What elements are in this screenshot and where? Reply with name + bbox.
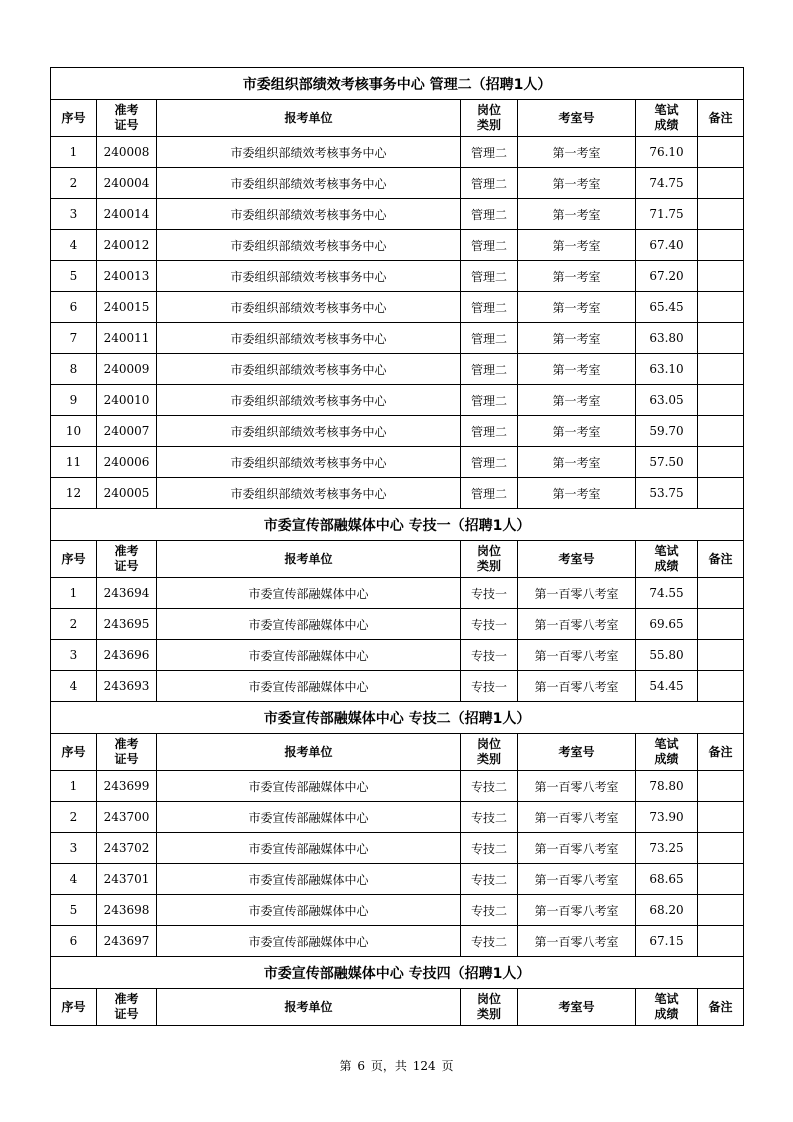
cell-room: 第一百零八考室	[518, 671, 636, 702]
cell-ticket: 240014	[97, 199, 157, 230]
cell-category: 专技二	[461, 771, 518, 802]
cell-score: 55.80	[636, 640, 698, 671]
cell-ticket: 240013	[97, 261, 157, 292]
cell-category: 管理二	[461, 447, 518, 478]
header-note: 备注	[698, 989, 744, 1026]
cell-seq: 1	[51, 771, 97, 802]
cell-unit: 市委宣传部融媒体中心	[157, 864, 461, 895]
cell-score: 59.70	[636, 416, 698, 447]
header-seq: 序号	[51, 100, 97, 137]
cell-note	[698, 199, 744, 230]
cell-category: 专技一	[461, 578, 518, 609]
header-score	[636, 734, 698, 771]
cell-ticket: 240010	[97, 385, 157, 416]
cell-room: 第一考室	[518, 416, 636, 447]
section-title-row	[51, 957, 744, 989]
cell-ticket: 243693	[97, 671, 157, 702]
header-category	[461, 734, 518, 771]
header-row	[51, 541, 744, 578]
table-row	[51, 447, 744, 478]
cell-ticket: 243702	[97, 833, 157, 864]
footer-current-page: 6	[357, 1059, 366, 1073]
table-row	[51, 833, 744, 864]
table-row	[51, 292, 744, 323]
table-row	[51, 385, 744, 416]
header-ticket-line2: 证号	[114, 752, 139, 766]
cell-category: 管理二	[461, 230, 518, 261]
header-score-line1: 笔试	[654, 737, 679, 751]
section-title-row	[51, 68, 744, 100]
cell-ticket: 243694	[97, 578, 157, 609]
cell-unit: 市委宣传部融媒体中心	[157, 802, 461, 833]
header-room: 考室号	[518, 734, 636, 771]
cell-note	[698, 609, 744, 640]
header-score-line2: 成绩	[654, 118, 679, 132]
cell-room: 第一考室	[518, 323, 636, 354]
cell-note	[698, 168, 744, 199]
table-row	[51, 771, 744, 802]
cell-note	[698, 478, 744, 509]
cell-ticket: 240012	[97, 230, 157, 261]
cell-seq: 2	[51, 609, 97, 640]
cell-seq: 8	[51, 354, 97, 385]
cell-seq: 6	[51, 292, 97, 323]
cell-ticket: 240009	[97, 354, 157, 385]
cell-score: 67.40	[636, 230, 698, 261]
cell-note	[698, 416, 744, 447]
cell-seq: 6	[51, 926, 97, 957]
section-title-row	[51, 509, 744, 541]
cell-score: 73.90	[636, 802, 698, 833]
cell-seq: 7	[51, 323, 97, 354]
header-ticket	[97, 541, 157, 578]
table-row	[51, 199, 744, 230]
cell-room: 第一百零八考室	[518, 895, 636, 926]
cell-category: 管理二	[461, 292, 518, 323]
header-row	[51, 734, 744, 771]
cell-seq: 1	[51, 578, 97, 609]
cell-note	[698, 447, 744, 478]
cell-unit: 市委组织部绩效考核事务中心	[157, 168, 461, 199]
cell-ticket: 240008	[97, 137, 157, 168]
header-score-line2: 成绩	[654, 559, 679, 573]
cell-note	[698, 895, 744, 926]
header-score-line2: 成绩	[654, 1007, 679, 1021]
cell-unit: 市委组织部绩效考核事务中心	[157, 447, 461, 478]
cell-note	[698, 230, 744, 261]
header-room: 考室号	[518, 100, 636, 137]
cell-unit: 市委组织部绩效考核事务中心	[157, 230, 461, 261]
header-score	[636, 989, 698, 1026]
cell-note	[698, 802, 744, 833]
header-unit: 报考单位	[157, 989, 461, 1026]
cell-score: 68.20	[636, 895, 698, 926]
cell-note	[698, 261, 744, 292]
cell-score: 53.75	[636, 478, 698, 509]
header-seq: 序号	[51, 989, 97, 1026]
cell-score: 63.80	[636, 323, 698, 354]
cell-category: 专技二	[461, 926, 518, 957]
header-note: 备注	[698, 734, 744, 771]
cell-category: 管理二	[461, 478, 518, 509]
header-category-line1: 岗位	[476, 737, 501, 751]
cell-room: 第一百零八考室	[518, 864, 636, 895]
cell-room: 第一考室	[518, 199, 636, 230]
table-row	[51, 168, 744, 199]
header-ticket-line2: 证号	[114, 559, 139, 573]
header-score-line1: 笔试	[654, 992, 679, 1006]
header-row	[51, 989, 744, 1026]
cell-note	[698, 354, 744, 385]
cell-room: 第一考室	[518, 478, 636, 509]
cell-seq: 5	[51, 261, 97, 292]
cell-score: 54.45	[636, 671, 698, 702]
table-row	[51, 640, 744, 671]
cell-category: 管理二	[461, 168, 518, 199]
cell-seq: 4	[51, 671, 97, 702]
cell-score: 74.55	[636, 578, 698, 609]
cell-note	[698, 833, 744, 864]
cell-unit: 市委宣传部融媒体中心	[157, 895, 461, 926]
cell-room: 第一考室	[518, 261, 636, 292]
cell-seq: 3	[51, 833, 97, 864]
cell-unit: 市委宣传部融媒体中心	[157, 578, 461, 609]
header-note: 备注	[698, 541, 744, 578]
cell-note	[698, 578, 744, 609]
cell-score: 67.15	[636, 926, 698, 957]
cell-category: 管理二	[461, 354, 518, 385]
table-row	[51, 137, 744, 168]
cell-seq: 3	[51, 640, 97, 671]
header-category-line2: 类别	[476, 1007, 501, 1021]
cell-ticket: 243699	[97, 771, 157, 802]
cell-ticket: 243700	[97, 802, 157, 833]
cell-category: 专技二	[461, 864, 518, 895]
cell-ticket: 243697	[97, 926, 157, 957]
header-room: 考室号	[518, 989, 636, 1026]
cell-score: 68.65	[636, 864, 698, 895]
cell-category: 专技一	[461, 640, 518, 671]
header-ticket-line1: 准考	[114, 544, 139, 558]
cell-room: 第一百零八考室	[518, 609, 636, 640]
cell-note	[698, 292, 744, 323]
cell-unit: 市委组织部绩效考核事务中心	[157, 354, 461, 385]
cell-unit: 市委组织部绩效考核事务中心	[157, 199, 461, 230]
cell-room: 第一考室	[518, 230, 636, 261]
cell-seq: 5	[51, 895, 97, 926]
cell-score: 67.20	[636, 261, 698, 292]
cell-ticket: 240006	[97, 447, 157, 478]
table-row	[51, 416, 744, 447]
cell-category: 管理二	[461, 199, 518, 230]
header-category-line1: 岗位	[476, 992, 501, 1006]
cell-category: 专技一	[461, 609, 518, 640]
cell-unit: 市委宣传部融媒体中心	[157, 609, 461, 640]
cell-note	[698, 640, 744, 671]
table-row	[51, 230, 744, 261]
cell-room: 第一考室	[518, 447, 636, 478]
cell-unit: 市委宣传部融媒体中心	[157, 640, 461, 671]
cell-ticket: 243698	[97, 895, 157, 926]
cell-unit: 市委组织部绩效考核事务中心	[157, 385, 461, 416]
table-row	[51, 864, 744, 895]
cell-room: 第一考室	[518, 354, 636, 385]
cell-unit: 市委宣传部融媒体中心	[157, 671, 461, 702]
cell-ticket: 240004	[97, 168, 157, 199]
cell-room: 第一百零八考室	[518, 833, 636, 864]
table-row	[51, 609, 744, 640]
cell-room: 第一考室	[518, 385, 636, 416]
table-row	[51, 478, 744, 509]
cell-ticket: 243695	[97, 609, 157, 640]
header-ticket	[97, 100, 157, 137]
cell-note	[698, 864, 744, 895]
header-score	[636, 100, 698, 137]
header-category	[461, 989, 518, 1026]
cell-note	[698, 137, 744, 168]
footer-suffix: 页	[441, 1059, 454, 1073]
cell-category: 管理二	[461, 385, 518, 416]
cell-room: 第一考室	[518, 292, 636, 323]
section-title: 市委宣传部融媒体中心 专技二（招聘1人）	[51, 702, 744, 734]
header-category-line2: 类别	[476, 559, 501, 573]
cell-seq: 9	[51, 385, 97, 416]
cell-unit: 市委宣传部融媒体中心	[157, 771, 461, 802]
cell-note	[698, 385, 744, 416]
cell-category: 专技一	[461, 671, 518, 702]
header-category	[461, 541, 518, 578]
cell-score: 74.75	[636, 168, 698, 199]
results-sheet	[50, 67, 743, 1026]
header-ticket-line1: 准考	[114, 992, 139, 1006]
section-title: 市委宣传部融媒体中心 专技四（招聘1人）	[51, 957, 744, 989]
header-score-line1: 笔试	[654, 103, 679, 117]
cell-room: 第一百零八考室	[518, 578, 636, 609]
header-category-line1: 岗位	[476, 103, 501, 117]
cell-note	[698, 323, 744, 354]
cell-room: 第一百零八考室	[518, 771, 636, 802]
cell-category: 管理二	[461, 323, 518, 354]
cell-ticket: 243701	[97, 864, 157, 895]
cell-score: 65.45	[636, 292, 698, 323]
section-title: 市委组织部绩效考核事务中心 管理二（招聘1人）	[51, 68, 744, 100]
header-unit: 报考单位	[157, 541, 461, 578]
cell-seq: 4	[51, 230, 97, 261]
cell-ticket: 240005	[97, 478, 157, 509]
header-ticket	[97, 989, 157, 1026]
cell-seq: 11	[51, 447, 97, 478]
cell-score: 69.65	[636, 609, 698, 640]
header-room: 考室号	[518, 541, 636, 578]
results-table	[50, 67, 744, 1026]
cell-unit: 市委组织部绩效考核事务中心	[157, 137, 461, 168]
results-table-body	[51, 68, 744, 1026]
footer-total-pages: 124	[412, 1059, 436, 1073]
table-row	[51, 578, 744, 609]
header-ticket-line1: 准考	[114, 737, 139, 751]
cell-ticket: 240015	[97, 292, 157, 323]
footer-prefix: 第	[339, 1059, 352, 1073]
header-category-line2: 类别	[476, 752, 501, 766]
cell-note	[698, 771, 744, 802]
header-seq: 序号	[51, 541, 97, 578]
cell-room: 第一百零八考室	[518, 802, 636, 833]
cell-ticket: 240011	[97, 323, 157, 354]
header-ticket	[97, 734, 157, 771]
header-seq: 序号	[51, 734, 97, 771]
cell-category: 专技二	[461, 833, 518, 864]
cell-seq: 1	[51, 137, 97, 168]
header-unit: 报考单位	[157, 734, 461, 771]
table-row	[51, 926, 744, 957]
cell-unit: 市委组织部绩效考核事务中心	[157, 416, 461, 447]
cell-unit: 市委宣传部融媒体中心	[157, 833, 461, 864]
header-unit: 报考单位	[157, 100, 461, 137]
cell-seq: 3	[51, 199, 97, 230]
cell-score: 63.05	[636, 385, 698, 416]
table-row	[51, 671, 744, 702]
cell-category: 管理二	[461, 261, 518, 292]
header-row	[51, 100, 744, 137]
header-category-line1: 岗位	[476, 544, 501, 558]
cell-seq: 10	[51, 416, 97, 447]
cell-ticket: 243696	[97, 640, 157, 671]
cell-seq: 2	[51, 802, 97, 833]
cell-note	[698, 671, 744, 702]
cell-room: 第一考室	[518, 137, 636, 168]
cell-score: 63.10	[636, 354, 698, 385]
table-row	[51, 895, 744, 926]
cell-unit: 市委组织部绩效考核事务中心	[157, 478, 461, 509]
footer-mid: 页，共	[370, 1059, 407, 1073]
cell-room: 第一考室	[518, 168, 636, 199]
header-note: 备注	[698, 100, 744, 137]
cell-unit: 市委组织部绩效考核事务中心	[157, 261, 461, 292]
cell-score: 73.25	[636, 833, 698, 864]
cell-room: 第一百零八考室	[518, 640, 636, 671]
cell-unit: 市委组织部绩效考核事务中心	[157, 323, 461, 354]
cell-note	[698, 926, 744, 957]
section-title: 市委宣传部融媒体中心 专技一（招聘1人）	[51, 509, 744, 541]
header-score	[636, 541, 698, 578]
cell-category: 专技二	[461, 802, 518, 833]
cell-unit: 市委宣传部融媒体中心	[157, 926, 461, 957]
cell-category: 管理二	[461, 137, 518, 168]
header-score-line2: 成绩	[654, 752, 679, 766]
section-title-row	[51, 702, 744, 734]
table-row	[51, 323, 744, 354]
cell-unit: 市委组织部绩效考核事务中心	[157, 292, 461, 323]
cell-seq: 12	[51, 478, 97, 509]
cell-room: 第一百零八考室	[518, 926, 636, 957]
header-category	[461, 100, 518, 137]
cell-seq: 2	[51, 168, 97, 199]
cell-score: 57.50	[636, 447, 698, 478]
cell-category: 专技二	[461, 895, 518, 926]
header-ticket-line1: 准考	[114, 103, 139, 117]
cell-seq: 4	[51, 864, 97, 895]
page-footer	[0, 1057, 793, 1074]
cell-score: 71.75	[636, 199, 698, 230]
header-category-line2: 类别	[476, 118, 501, 132]
table-row	[51, 802, 744, 833]
cell-score: 78.80	[636, 771, 698, 802]
cell-category: 管理二	[461, 416, 518, 447]
table-row	[51, 261, 744, 292]
cell-ticket: 240007	[97, 416, 157, 447]
header-ticket-line2: 证号	[114, 1007, 139, 1021]
header-score-line1: 笔试	[654, 544, 679, 558]
table-row	[51, 354, 744, 385]
cell-score: 76.10	[636, 137, 698, 168]
header-ticket-line2: 证号	[114, 118, 139, 132]
